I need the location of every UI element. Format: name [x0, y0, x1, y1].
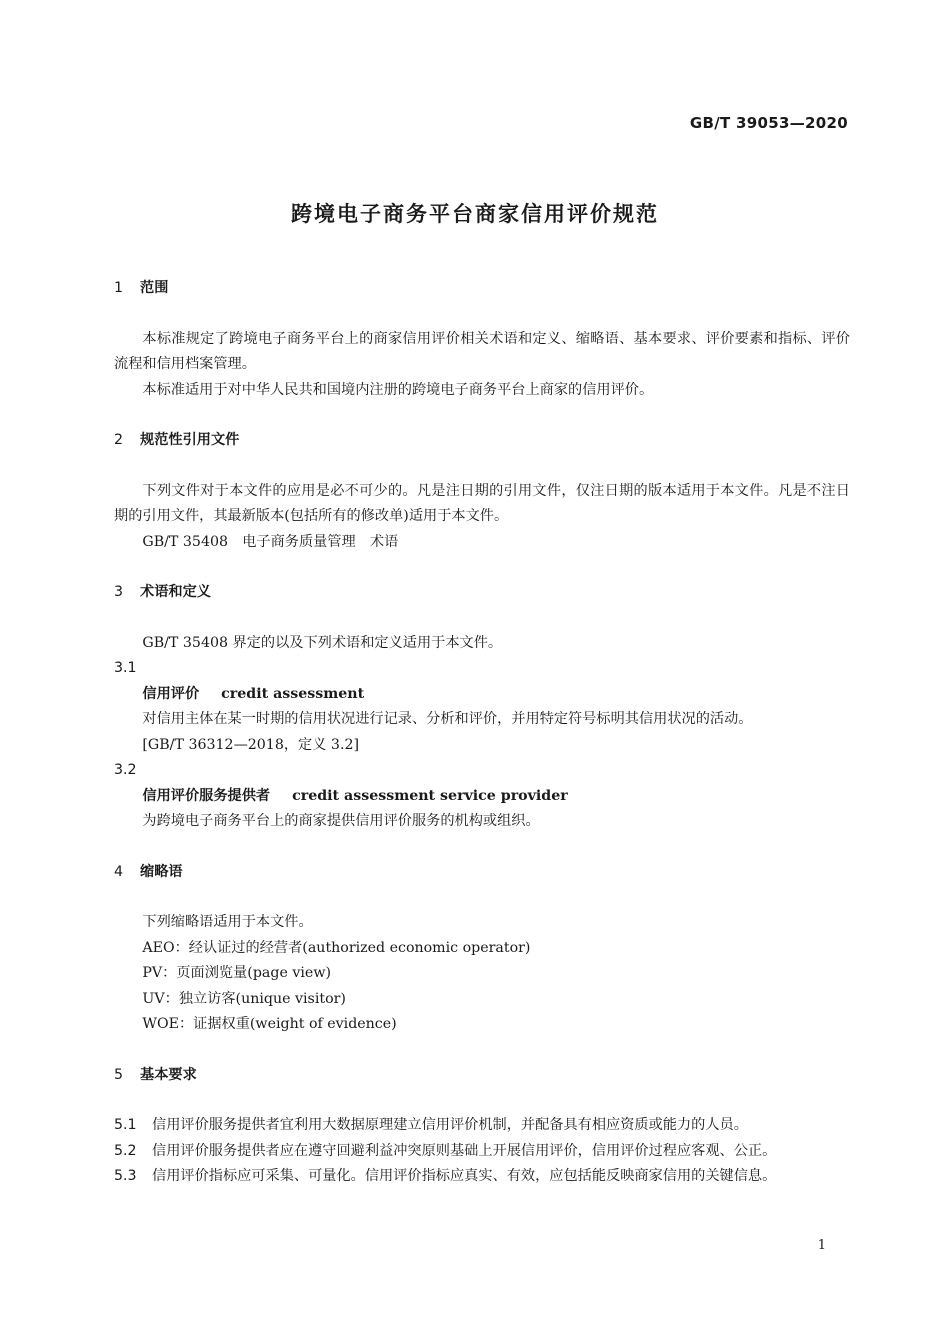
term-heading	[114, 784, 850, 810]
section-number: 2	[114, 432, 124, 448]
reference-item: GB/T 35408 电子商务质量管理 术语	[142, 533, 399, 550]
term-definition: 为跨境电子商务平台上的商家提供信用评价服务的机构或组织。	[142, 813, 540, 829]
clause	[114, 1113, 850, 1139]
section-heading-normative-references	[114, 428, 850, 454]
clause-text: 信用评价指标应可采集、可量化。信用评价指标应真实、有效，应包括能反映商家信用的关键信息。	[152, 1168, 777, 1184]
section-number: 1	[114, 280, 124, 296]
clause-text: 信用评价服务提供者宜利用大数据原理建立信用评价机制，并配备具有相应资质或能力的人员。	[152, 1117, 748, 1133]
abbreviation-item: UV：独立访客(unique visitor)	[142, 990, 346, 1007]
section-title: 术语和定义	[140, 584, 211, 600]
clause	[114, 1139, 850, 1165]
section-number: 4	[114, 863, 124, 880]
term-cn: 信用评价服务提供者	[142, 787, 271, 804]
clause-text: 信用评价服务提供者应在遵守回避利益冲突原则基础上开展信用评价，信用评价过程应客观、公正。	[152, 1142, 777, 1159]
paragraph: 本标准适用于对中华人民共和国境内注册的跨境电子商务平台上商家的信用评价。	[142, 381, 654, 398]
page-number: 1	[817, 1238, 826, 1253]
section-heading-abbreviations	[114, 860, 850, 886]
paragraph: GB/T 35408 界定的以及下列术语和定义适用于本文件。	[142, 634, 503, 651]
section-heading-basic-requirements	[114, 1063, 850, 1089]
abbreviation-item: PV：页面浏览量(page view)	[142, 965, 331, 981]
section-heading-scope	[114, 276, 850, 302]
section-heading-terms-definitions	[114, 580, 850, 606]
clause-number: 5.1	[114, 1117, 137, 1133]
document-body	[114, 276, 850, 1190]
term-cn: 信用评价	[142, 685, 200, 702]
term-number: 3.1	[114, 660, 137, 676]
paragraph: 下列缩略语适用于本文件。	[142, 914, 313, 930]
section-title: 基本要求	[140, 1066, 197, 1083]
abbreviation-item: WOE：证据权重(weight of evidence)	[142, 1016, 397, 1032]
term-heading	[114, 682, 850, 708]
paragraph: 下列文件对于本文件的应用是必不可少的。凡是注日期的引用文件，仅注日期的版本适用于本文件。凡是不注日期的引用文件，其最新版本(包括所有的修改单)适用于本文件。	[114, 482, 850, 524]
term-en: credit assessment	[221, 685, 365, 702]
document-title: 跨境电子商务平台商家信用评价规范	[291, 202, 659, 226]
section-number: 5	[114, 1066, 124, 1083]
section-title: 规范性引用文件	[140, 432, 240, 448]
paragraph: 本标准规定了跨境电子商务平台上的商家信用评价相关术语和定义、缩略语、基本要求、评价要素和指标、评价流程和信用档案管理。	[114, 330, 850, 372]
section-title: 范围	[140, 280, 169, 296]
clause	[114, 1164, 850, 1190]
clause-number: 5.3	[114, 1168, 137, 1184]
section-number: 3	[114, 584, 124, 600]
standard-code: GB/T 39053—2020	[689, 114, 848, 132]
abbreviation-item: AEO：经认证过的经营者(authorized economic operator)	[142, 939, 531, 956]
term-definition: 对信用主体在某一时期的信用状况进行记录、分析和评价，并用特定符号标明其信用状况的活动。	[142, 711, 753, 727]
term-number: 3.2	[114, 762, 137, 778]
section-title: 缩略语	[140, 863, 183, 880]
clause-number: 5.2	[114, 1142, 137, 1159]
term-en: credit assessment service provider	[292, 787, 568, 804]
term-source: [GB/T 36312—2018，定义 3.2]	[142, 736, 360, 753]
